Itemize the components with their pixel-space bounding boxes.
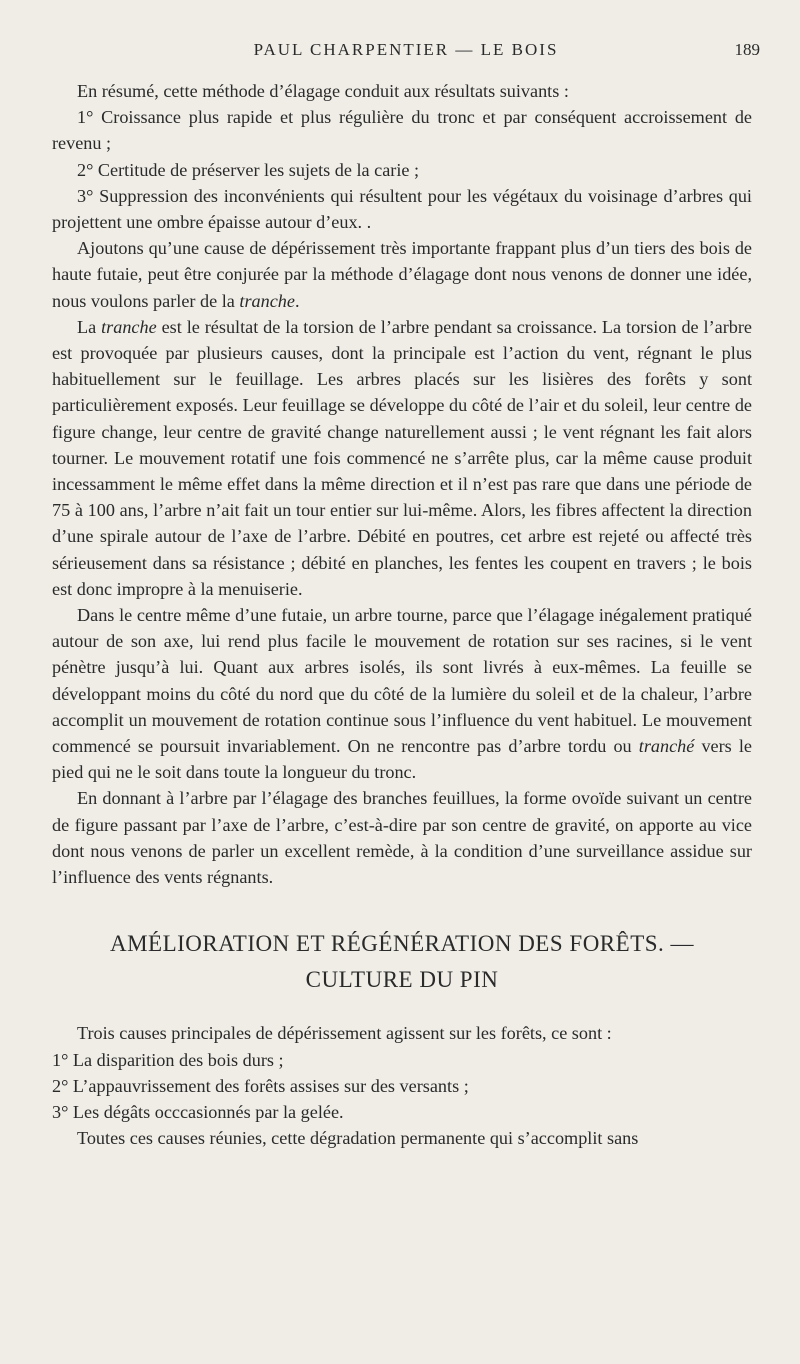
list-item: 2° Certitude de préserver les sujets de la carie ; [77, 159, 420, 180]
paragraph-tranche-intro: Ajoutons qu’une cause de dépérissement très importante frappant plus d’un tiers des bois de haute futaie, peut être conjurée par la méthode d’élagage dont nous venons de donner une idée, nous voulons parler de la tranche. [52, 238, 752, 311]
list-item: 1° Croissance plus rapide et plus régulière du tronc et par conséquent accroissement de revenu ; [52, 107, 752, 154]
emphasis-tranche: tranché [638, 736, 695, 757]
causes-list [52, 1047, 752, 1126]
paragraph-continuation: Toutes ces causes réunies, cette dégradation permanente qui s’accomplit sans [77, 1128, 639, 1149]
emphasis-tranche: tranche [101, 316, 157, 337]
page-body [52, 78, 752, 1151]
paragraph-tranche-definition: La tranche est le résultat de la torsion de l’arbre pendant sa croissance. La torsion de l’arbre est provoquée par plusieurs causes, dont la principale est l’action du vent, régnant le plus habituellement sur le feuillage. Les arbres placés sur les lisières des forêts y sont particulièrement exposés. Leur feuillage se développe du côté de l’air et du soleil, leur centre de figure change, leur centre de gravité change naturellement aussi ; le vent régnant les fait alors tourner. Le mouvement rotatif une fois commencé ne s’arrête plus, car la même cause produit incessamment le même effet dans la même direction et il n’est pas rare que dans une période de 75 à 100 ans, l’arbre n’ait fait un tour entier sur lui-même. Alors, les fibres affectent la direction d’une spirale autour de l’axe de l’arbre. Débité en poutres, cet arbre est rejeté ou affecté très sérieusement dans sa résistance ; débité en planches, les fentes les coupent en travers ; le bois est donc impropre à la menuiserie. [52, 316, 753, 599]
page-number: 189 [734, 40, 760, 59]
section-heading [52, 926, 752, 998]
emphasis-tranche: tranche [239, 290, 295, 311]
running-header [52, 40, 760, 66]
paragraph-futaie: Dans le centre même d’une futaie, un arbre tourne, parce que l’élagage inégalement pratiqué autour de son axe, lui rend plus facile le mouvement de rotation sur ses racines, si le vent pénètre jusqu’à lui. Quant aux arbres isolés, ils sont livrés à eux-mêmes. La feuille se développant moins du côté du nord que du côté de la lumière du soleil et de la chaleur, l’arbre accomplit un mouvement de rotation continue sous l’influence du vent habituel. Le mouvement commencé se poursuit invariablement. On ne rencontre pas d’arbre tordu ou tranché vers le pied qui ne le soit dans toute la longueur du tronc. [52, 605, 752, 783]
section-heading-line: AMÉLIORATION ET RÉGÉNÉRATION DES FORÊTS. — [109, 931, 695, 957]
list-item: 1° La disparition des bois durs ; [52, 1049, 284, 1070]
section-heading-line: CULTURE DU PIN [305, 967, 499, 993]
list-item: 3° Suppression des inconvénients qui résultent pour les végétaux du voisinage d’arbres qui projettent une ombre épaisse autour d’eux. . [52, 185, 752, 233]
running-title: PAUL CHARPENTIER — LE BOIS [253, 40, 559, 59]
results-list [52, 104, 752, 235]
list-item: 2° L’appauvrissement des forêts assises sur des versants ; [52, 1075, 469, 1096]
paragraph-remedy: En donnant à l’arbre par l’élagage des branches feuillues, la forme ovoïde suivant un centre de figure passant par l’axe de l’arbre, c’est-à-dire par son centre de gravité, on apporte au vice dont nous venons de parler un excellent remède, à la condition d’une surveillance assidue sur l’influence des vents régnants. [52, 788, 752, 888]
paragraph-summary: En résumé, cette méthode d’élagage conduit aux résultats suivants : [77, 81, 569, 101]
list-item: 3° Les dégâts occcasionnés par la gelée. [52, 1101, 344, 1122]
paragraph-causes: Trois causes principales de dépérissement agissent sur les forêts, ce sont : [77, 1023, 612, 1044]
